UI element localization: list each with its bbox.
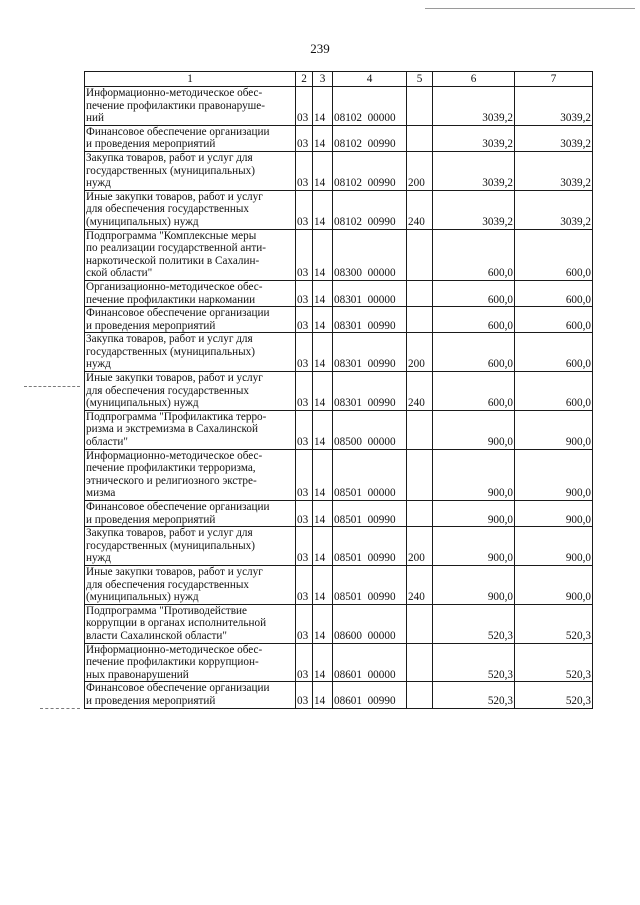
item-name-cell: Иные закупки товаров, работ и услуг для обеспечения государственных (муниципальных) нужд [85, 190, 296, 229]
table-row [85, 565, 593, 604]
expense-type-code-cell [407, 449, 433, 500]
scan-margin-mark [40, 708, 80, 709]
section-code-cell: 03 [296, 682, 313, 708]
amount-cell: 3039,2 [433, 125, 515, 151]
expense-type-code-cell: 240 [407, 190, 433, 229]
subsection-code-cell: 14 [313, 280, 333, 306]
subsection-code-cell: 14 [313, 87, 333, 126]
column-header: 1 [85, 72, 296, 87]
target-item-code-cell: 08601 00000 [333, 643, 407, 682]
expense-type-code-cell [407, 125, 433, 151]
subsection-code-cell: 14 [313, 229, 333, 280]
table-row [85, 151, 593, 190]
target-item-code-cell: 08301 00990 [333, 372, 407, 411]
table-row [85, 307, 593, 333]
section-code-cell: 03 [296, 449, 313, 500]
amount-cell: 900,0 [515, 565, 593, 604]
expense-type-code-cell [407, 229, 433, 280]
table-row [85, 372, 593, 411]
table-row [85, 125, 593, 151]
section-code-cell: 03 [296, 333, 313, 372]
table-row [85, 87, 593, 126]
section-code-cell: 03 [296, 125, 313, 151]
target-item-code-cell: 08300 00000 [333, 229, 407, 280]
item-name-cell: Закупка товаров, работ и услуг для государственных (муниципальных) нужд [85, 333, 296, 372]
table-body [85, 87, 593, 709]
section-code-cell: 03 [296, 280, 313, 306]
amount-cell: 3039,2 [515, 125, 593, 151]
table-row [85, 190, 593, 229]
amount-cell: 600,0 [515, 307, 593, 333]
target-item-code-cell: 08102 00990 [333, 190, 407, 229]
amount-cell: 3039,2 [433, 87, 515, 126]
amount-cell: 3039,2 [515, 151, 593, 190]
item-name-cell: Финансовое обеспечение организации и проведения мероприятий [85, 501, 296, 527]
amount-cell: 3039,2 [515, 190, 593, 229]
amount-cell: 600,0 [433, 372, 515, 411]
item-name-cell: Финансовое обеспечение организации и проведения мероприятий [85, 682, 296, 708]
section-code-cell: 03 [296, 527, 313, 566]
target-item-code-cell: 08501 00990 [333, 527, 407, 566]
item-name-cell: Финансовое обеспечение организации и проведения мероприятий [85, 307, 296, 333]
section-code-cell: 03 [296, 410, 313, 449]
amount-cell: 600,0 [515, 333, 593, 372]
amount-cell: 3039,2 [433, 151, 515, 190]
target-item-code-cell: 08601 00990 [333, 682, 407, 708]
table-row [85, 527, 593, 566]
item-name-cell: Финансовое обеспечение организации и проведения мероприятий [85, 125, 296, 151]
subsection-code-cell: 14 [313, 643, 333, 682]
expense-type-code-cell [407, 280, 433, 306]
expense-type-code-cell [407, 87, 433, 126]
amount-cell: 520,3 [433, 604, 515, 643]
scan-margin-mark [24, 386, 80, 387]
amount-cell: 900,0 [433, 501, 515, 527]
amount-cell: 600,0 [433, 333, 515, 372]
budget-table [84, 71, 593, 709]
section-code-cell: 03 [296, 190, 313, 229]
table-row [85, 280, 593, 306]
section-code-cell: 03 [296, 87, 313, 126]
section-code-cell: 03 [296, 604, 313, 643]
subsection-code-cell: 14 [313, 410, 333, 449]
target-item-code-cell: 08301 00000 [333, 280, 407, 306]
amount-cell: 900,0 [515, 410, 593, 449]
expense-type-code-cell: 200 [407, 333, 433, 372]
item-name-cell: Подпрограмма "Профилактика терро- ризма и экстремизма в Сахалинской области" [85, 410, 296, 449]
subsection-code-cell: 14 [313, 565, 333, 604]
item-name-cell: Информационно-методическое обес- печение профилактики коррупцион- ных правонарушений [85, 643, 296, 682]
table-row [85, 501, 593, 527]
subsection-code-cell: 14 [313, 682, 333, 708]
table-row [85, 449, 593, 500]
expense-type-code-cell: 240 [407, 565, 433, 604]
column-header: 2 [296, 72, 313, 87]
target-item-code-cell: 08501 00990 [333, 565, 407, 604]
column-header: 6 [433, 72, 515, 87]
target-item-code-cell: 08102 00990 [333, 151, 407, 190]
section-code-cell: 03 [296, 643, 313, 682]
expense-type-code-cell [407, 501, 433, 527]
subsection-code-cell: 14 [313, 151, 333, 190]
subsection-code-cell: 14 [313, 501, 333, 527]
table-row [85, 682, 593, 708]
expense-type-code-cell [407, 643, 433, 682]
expense-type-code-cell: 200 [407, 527, 433, 566]
item-name-cell: Иные закупки товаров, работ и услуг для обеспечения государственных (муниципальных) нужд [85, 372, 296, 411]
column-header: 4 [333, 72, 407, 87]
subsection-code-cell: 14 [313, 604, 333, 643]
table-row [85, 604, 593, 643]
item-name-cell: Иные закупки товаров, работ и услуг для обеспечения государственных (муниципальных) нужд [85, 565, 296, 604]
target-item-code-cell: 08501 00000 [333, 449, 407, 500]
section-code-cell: 03 [296, 565, 313, 604]
expense-type-code-cell [407, 410, 433, 449]
amount-cell: 900,0 [515, 527, 593, 566]
top-edge-rule [425, 8, 635, 9]
subsection-code-cell: 14 [313, 333, 333, 372]
target-item-code-cell: 08600 00000 [333, 604, 407, 643]
amount-cell: 900,0 [515, 449, 593, 500]
column-header: 7 [515, 72, 593, 87]
subsection-code-cell: 14 [313, 190, 333, 229]
target-item-code-cell: 08500 00000 [333, 410, 407, 449]
subsection-code-cell: 14 [313, 307, 333, 333]
target-item-code-cell: 08301 00990 [333, 307, 407, 333]
table-row [85, 333, 593, 372]
expense-type-code-cell [407, 307, 433, 333]
subsection-code-cell: 14 [313, 372, 333, 411]
target-item-code-cell: 08301 00990 [333, 333, 407, 372]
amount-cell: 520,3 [515, 682, 593, 708]
amount-cell: 600,0 [515, 372, 593, 411]
amount-cell: 520,3 [515, 604, 593, 643]
amount-cell: 600,0 [515, 229, 593, 280]
amount-cell: 600,0 [515, 280, 593, 306]
target-item-code-cell: 08501 00990 [333, 501, 407, 527]
amount-cell: 520,3 [515, 643, 593, 682]
expense-type-code-cell: 240 [407, 372, 433, 411]
amount-cell: 520,3 [433, 643, 515, 682]
item-name-cell: Подпрограмма "Противодействие коррупции в органах исполнительной власти Сахалинской области" [85, 604, 296, 643]
amount-cell: 3039,2 [433, 190, 515, 229]
subsection-code-cell: 14 [313, 125, 333, 151]
column-header: 3 [313, 72, 333, 87]
item-name-cell: Информационно-методическое обес- печение профилактики правонаруше- ний [85, 87, 296, 126]
table-header-row [85, 72, 593, 87]
amount-cell: 900,0 [433, 449, 515, 500]
subsection-code-cell: 14 [313, 449, 333, 500]
section-code-cell: 03 [296, 501, 313, 527]
amount-cell: 600,0 [433, 280, 515, 306]
section-code-cell: 03 [296, 229, 313, 280]
amount-cell: 600,0 [433, 307, 515, 333]
amount-cell: 900,0 [515, 501, 593, 527]
expense-type-code-cell [407, 604, 433, 643]
table-row [85, 410, 593, 449]
subsection-code-cell: 14 [313, 527, 333, 566]
section-code-cell: 03 [296, 372, 313, 411]
expense-type-code-cell: 200 [407, 151, 433, 190]
amount-cell: 520,3 [433, 682, 515, 708]
amount-cell: 900,0 [433, 410, 515, 449]
table-row [85, 229, 593, 280]
item-name-cell: Закупка товаров, работ и услуг для государственных (муниципальных) нужд [85, 151, 296, 190]
item-name-cell: Закупка товаров, работ и услуг для государственных (муниципальных) нужд [85, 527, 296, 566]
section-code-cell: 03 [296, 307, 313, 333]
target-item-code-cell: 08102 00990 [333, 125, 407, 151]
page-number: 239 [310, 41, 330, 56]
amount-cell: 900,0 [433, 527, 515, 566]
section-code-cell: 03 [296, 151, 313, 190]
table-row [85, 643, 593, 682]
column-header: 5 [407, 72, 433, 87]
amount-cell: 900,0 [433, 565, 515, 604]
item-name-cell: Подпрограмма "Комплексные меры по реализации государственной анти- наркотической политики в Сахалин- ской области" [85, 229, 296, 280]
target-item-code-cell: 08102 00000 [333, 87, 407, 126]
item-name-cell: Информационно-методическое обес- печение профилактики терроризма, этнического и религиозного экстре- мизма [85, 449, 296, 500]
amount-cell: 3039,2 [515, 87, 593, 126]
expense-type-code-cell [407, 682, 433, 708]
item-name-cell: Организационно-методическое обес- печение профилактики наркомании [85, 280, 296, 306]
amount-cell: 600,0 [433, 229, 515, 280]
